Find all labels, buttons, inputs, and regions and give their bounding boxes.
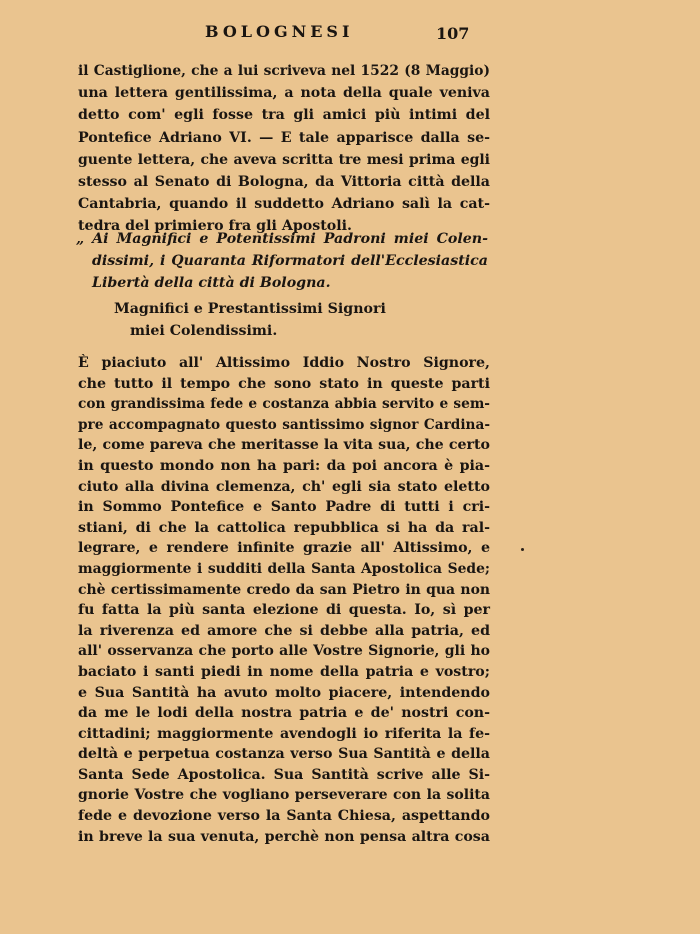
text-line: in Sommo Pontefice e Santo Padre di tutti i cri- [78,499,490,516]
running-head: BOLOGNESI [205,22,354,41]
text-line: stiani, di che la cattolica repubblica si ha da ral- [78,519,490,536]
text-line: maggiormente i sudditi della Santa Apostolica Sede; [78,560,490,577]
paragraph-intro [78,60,490,238]
text-line: „ Ai Magnifici e Potentissimi Padroni miei Colen- [76,231,488,247]
text-line: pre accompagnato questo santissimo signor Cardina- [78,416,490,433]
text-line: Magnifici e Prestantissimi Signori [114,301,386,317]
text-line: miei Colendissimi. [130,323,278,340]
text-line: È piaciuto all' Altissimo Iddio Nostro Signore, [78,355,490,371]
text-line: in breve la sua venuta, perchè non pensa altra cosa [78,828,490,845]
letter-address [76,228,488,295]
letter-body [78,353,490,847]
text-line: tedra del primiero fra gli Apostoli. [78,218,352,235]
text-line: cittadini; maggiormente avendogli io riferita la fe- [78,725,490,742]
text-line: Pontefice Adriano VI. — E tale apparisce dalla se- [78,129,490,146]
text-line: il Castiglione, che a lui scriveva nel 1522 (8 Maggio) [78,63,490,79]
ink-speck [521,548,524,551]
page-number: 107 [436,24,470,43]
text-line: e Sua Santità ha avuto molto piacere, intendendo [78,684,490,701]
text-line: gnorie Vostre che vogliano perseverare con la solita [78,787,490,804]
text-line: fede e devozione verso la Santa Chiesa, aspettando [78,808,490,825]
text-line: stesso al Senato di Bologna, da Vittoria città della [78,174,490,191]
text-line: con grandissima fede e costanza abbia servito e sem- [78,396,490,413]
text-line: da me le lodi della nostra patria e de' nostri con- [78,705,490,722]
text-line: ciuto alla divina clemenza, ch' egli sia stato eletto [78,478,490,495]
text-line: detto com' egli fosse tra gli amici più intimi del [78,107,490,124]
text-line: fu fatta la più santa elezione di questa. Io, sì per [78,602,490,619]
text-line: una lettera gentilissima, a nota della quale veniva [78,85,490,102]
text-line: deltà e perpetua costanza verso Sua Santità e della [78,746,490,763]
text-line: in questo mondo non ha pari: da poi ancora è pia- [78,457,490,474]
text-line: dissimi, i Quaranta Riformatori dell'Ecclesiastica [92,253,488,270]
text-line: chè certissimamente credo da san Pietro in qua non [78,581,490,598]
text-line: guente lettera, che aveva scritta tre mesi prima egli [78,151,490,168]
text-line: che tutto il tempo che sono stato in queste parti [78,375,490,392]
letter-salutation [114,298,414,342]
text-line: la riverenza ed amore che si debbe alla patria, ed [78,622,490,639]
text-line: all' osservanza che porto alle Vostre Signorie, gli ho [78,643,490,660]
text-line: legrare, e rendere infinite grazie all' Altissimo, e [78,540,490,557]
text-line: Santa Sede Apostolica. Sua Santità scrive alle Si- [78,766,490,783]
text-line: Libertà della città di Bologna. [92,275,331,292]
text-line: le, come pareva che meritasse la vita sua, che certo [78,437,490,454]
text-line: baciato i santi piedi in nome della patria e vostro; [78,663,490,680]
text-line: Cantabria, quando il suddetto Adriano salì la cat- [78,196,490,213]
